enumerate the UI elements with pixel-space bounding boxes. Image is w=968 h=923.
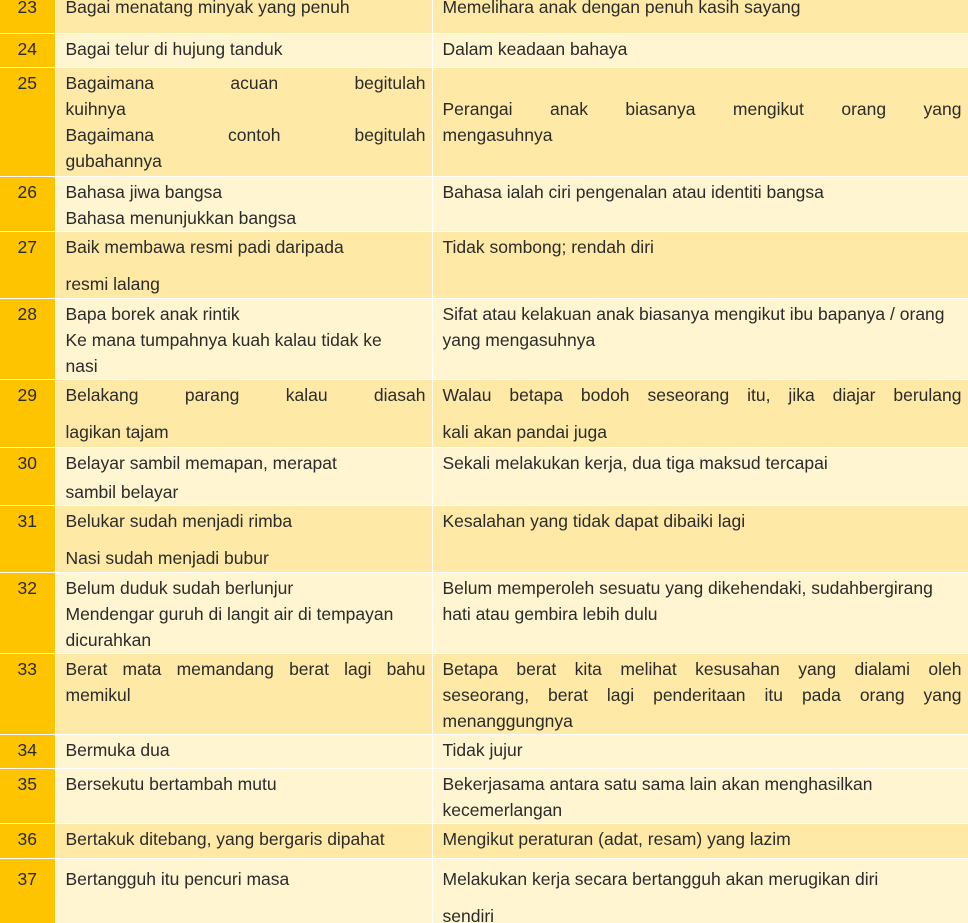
row-number: 34: [0, 734, 55, 768]
table-row: [0, 0, 968, 33]
table-row: [0, 176, 968, 231]
row-number: 25: [0, 67, 55, 176]
table-row: [0, 768, 968, 823]
meaning-cell: Kesalahan yang tidak dapat dibaiki lagi: [432, 505, 968, 572]
row-number: 23: [0, 0, 55, 33]
meaning-cell: Tidak jujur: [432, 734, 968, 768]
table-row: [0, 653, 968, 734]
row-number: 35: [0, 768, 55, 823]
proverb-cell: Belakang parang kalau diasah lagikan tajam: [55, 379, 432, 447]
row-number: 30: [0, 447, 55, 505]
proverb-cell: Bagaimana acuan begitulah kuihnya Bagaimana contoh begitulah gubahannya: [55, 67, 432, 176]
meaning-cell: Memelihara anak dengan penuh kasih sayang: [432, 0, 968, 33]
proverb-cell: Belayar sambil memapan, merapat sambil belayar: [55, 447, 432, 505]
row-number: 37: [0, 858, 55, 923]
meaning-cell: Tidak sombong; rendah diri: [432, 231, 968, 298]
meaning-cell: Dalam keadaan bahaya: [432, 33, 968, 67]
proverb-cell: Bertangguh itu pencuri masa: [55, 858, 432, 923]
table-row: [0, 823, 968, 858]
meaning-cell: Melakukan kerja secara bertangguh akan merugikan diri sendiri: [432, 858, 968, 923]
proverb-cell: Berat mata memandang berat lagi bahu memikul: [55, 653, 432, 734]
proverb-cell: Bapa borek anak rintik Ke mana tumpahnya kuah kalau tidak ke nasi: [55, 298, 432, 379]
meaning-cell: Perangai anak biasanya mengikut orang yang mengasuhnya: [432, 67, 968, 176]
table-row: [0, 33, 968, 67]
row-number: 27: [0, 231, 55, 298]
table-row: [0, 231, 968, 298]
proverb-cell: Bersekutu bertambah mutu: [55, 768, 432, 823]
meaning-cell: Bekerjasama antara satu sama lain akan menghasilkan kecemerlangan: [432, 768, 968, 823]
proverb-cell: Bagai menatang minyak yang penuh: [55, 0, 432, 33]
meaning-cell: Mengikut peraturan (adat, resam) yang lazim: [432, 823, 968, 858]
table-row: [0, 734, 968, 768]
table-row: [0, 298, 968, 379]
proverb-cell: Belum duduk sudah berlunjur Mendengar guruh di langit air di tempayan dicurahkan: [55, 572, 432, 653]
row-number: 28: [0, 298, 55, 379]
table-row: [0, 447, 968, 505]
row-number: 31: [0, 505, 55, 572]
meaning-cell: Belum memperoleh sesuatu yang dikehendaki, sudahbergirang hati atau gembira lebih dulu: [432, 572, 968, 653]
proverb-cell: Bermuka dua: [55, 734, 432, 768]
meaning-cell: Sifat atau kelakuan anak biasanya mengikut ibu bapanya / orang yang mengasuhnya: [432, 298, 968, 379]
table-row: [0, 67, 968, 176]
table-row: [0, 505, 968, 572]
proverb-cell: Baik membawa resmi padi daripada resmi lalang: [55, 231, 432, 298]
meaning-cell: Sekali melakukan kerja, dua tiga maksud tercapai: [432, 447, 968, 505]
row-number: 36: [0, 823, 55, 858]
proverb-cell: Bahasa jiwa bangsa Bahasa menunjukkan bangsa: [55, 176, 432, 231]
table-row: [0, 572, 968, 653]
meaning-cell: Walau betapa bodoh seseorang itu, jika diajar berulang kali akan pandai juga: [432, 379, 968, 447]
row-number: 32: [0, 572, 55, 653]
meaning-cell: Bahasa ialah ciri pengenalan atau identiti bangsa: [432, 176, 968, 231]
row-number: 26: [0, 176, 55, 231]
proverb-cell: Belukar sudah menjadi rimba Nasi sudah menjadi bubur: [55, 505, 432, 572]
row-number: 33: [0, 653, 55, 734]
row-number: 24: [0, 33, 55, 67]
table-row: [0, 858, 968, 923]
meaning-cell: Betapa berat kita melihat kesusahan yang dialami oleh seseorang, berat lagi penderitaan itu pada orang yang menanggungnya: [432, 653, 968, 734]
table-row: [0, 379, 968, 447]
proverb-cell: Bagai telur di hujung tanduk: [55, 33, 432, 67]
row-number: 29: [0, 379, 55, 447]
proverb-cell: Bertakuk ditebang, yang bergaris dipahat: [55, 823, 432, 858]
